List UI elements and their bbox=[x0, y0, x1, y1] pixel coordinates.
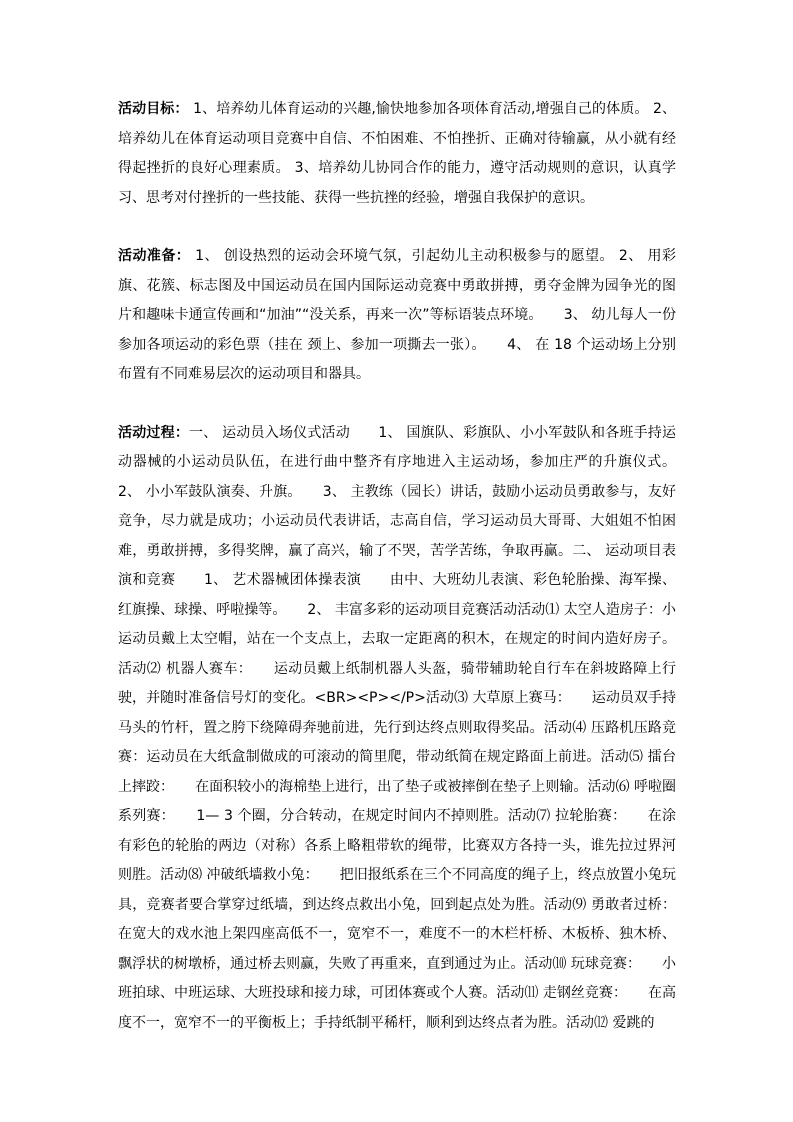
document-body bbox=[118, 95, 676, 1038]
section-preparation bbox=[118, 242, 676, 390]
section-heading-preparation: 活动准备： bbox=[118, 248, 191, 264]
section-body-goals: 1、培养幼儿体育运动的兴趣,愉快地参加各项体育活动,增强自己的体质。 2、培养幼儿在体育运动项目竞赛中自信、不怕困难、不怕挫折、正确对待输赢，从小就有经得起挫折的良好心理素质。 3、培养幼儿协同合作的能力，遵守活动规则的意识，认真学习、思考对付挫折的一些技能、获得一些抗挫的经验，增强自我保护的意识。 bbox=[118, 101, 676, 206]
section-heading-goals: 活动目标： bbox=[118, 101, 189, 117]
section-goals bbox=[118, 95, 676, 213]
section-process bbox=[118, 419, 676, 1039]
section-body-process: 一、 运动员入场仪式活动 1、 国旗队、彩旗队、小小军鼓队和各班手持运动器械的小运动员队伍，在进行曲中整齐有序地进入主运动场，参加庄严的升旗仪式。 2、 小小军鼓队演奏、升旗。 3、 主教练（园长）讲话，鼓励小运动员勇敢参与，友好竞争，尽力就是成功；小运动员代表讲话，志高自信，学习运动员大哥哥、大姐姐不怕困难，勇敢拼搏，多得奖牌，赢了高兴，输了不哭，苦学苦练，争取再赢。二、 运动项目表演和竞赛 1、 艺术器械团体操表演 由中、大班幼儿表演、彩色轮胎操、海军操、红旗操、球操、呼啦操等。 2、 丰富多彩的运动项目竞赛活动活动⑴ 太空人造房子：小运动员戴上太空帽，站在一个支点上，去取一定距离的积木，在规定的时间内造好房子。活动⑵ 机器人赛车： 运动员戴上纸制机器人头盔，骑带辅助轮自行车在斜坡路障上行驶，并随时准备信号灯的变化。<BR><P></P>活动⑶ 大草原上赛马： 运动员双手持马头的竹杆，置之胯下绕障碍奔驰前进，先行到达终点则取得奖品。活动⑷ 压路机压路竞赛：运动员在大纸盒制做成的可滚动的简里爬，带动纸简在规定路面上前进。活动⑸ 擂台上摔跤： 在面积较小的海棉垫上进行，出了垫子或被摔倒在垫子上则输。活动⑹ 呼啦圈系列赛： 1— 3 个圈，分合转动，在规定时间内不掉则胜。活动⑺ 拉轮胎赛： 在涂有彩色的轮胎的两边（对称）各系上略粗带软的绳带，比赛双方各持一头，谁先拉过界河则胜。活动⑻ 冲破纸墙救小兔： 把旧报纸系在三个不同高度的绳子上，终点放置小兔玩具，竞赛者要合掌穿过纸墙，到达终点救出小兔，回到起点处为胜。活动⑼ 勇敢者过桥：在宽大的戏水池上架四座高低不一，宽窄不一，难度不一的木栏杆桥、木板桥、独木桥、飘浮状的树墩桥，通过桥去则赢，失败了再重来，直到通过为止。活动⑽ 玩球竞赛： 小班拍球、中班运球、大班投球和接力球，可团体赛或个人赛。活动⑾ 走钢丝竞赛： 在高度不一，宽窄不一的平衡板上；手持纸制平稀杆，顺利到达终点者为胜。活动⑿ 爱跳的 bbox=[118, 424, 677, 1031]
section-body-preparation: 1、 创设热烈的运动会环境气氛，引起幼儿主动积极参与的愿望。 2、 用彩旗、花簇、标志图及中国运动员在国内国际运动竞赛中勇敢拼搏，勇夺金牌为园争光的图片和趣味卡通宣传画和“加油”“没关系，再来一次”等标语装点环境。 3、 幼儿每人一份参加各项运动的彩色票（挂在 颈上、参加一项撕去一张）。 4、 在 18 个运动场上分别布置有不同难易层次的运动项目和器具。 bbox=[118, 248, 676, 382]
section-heading-process: 活动过程： bbox=[118, 424, 190, 441]
